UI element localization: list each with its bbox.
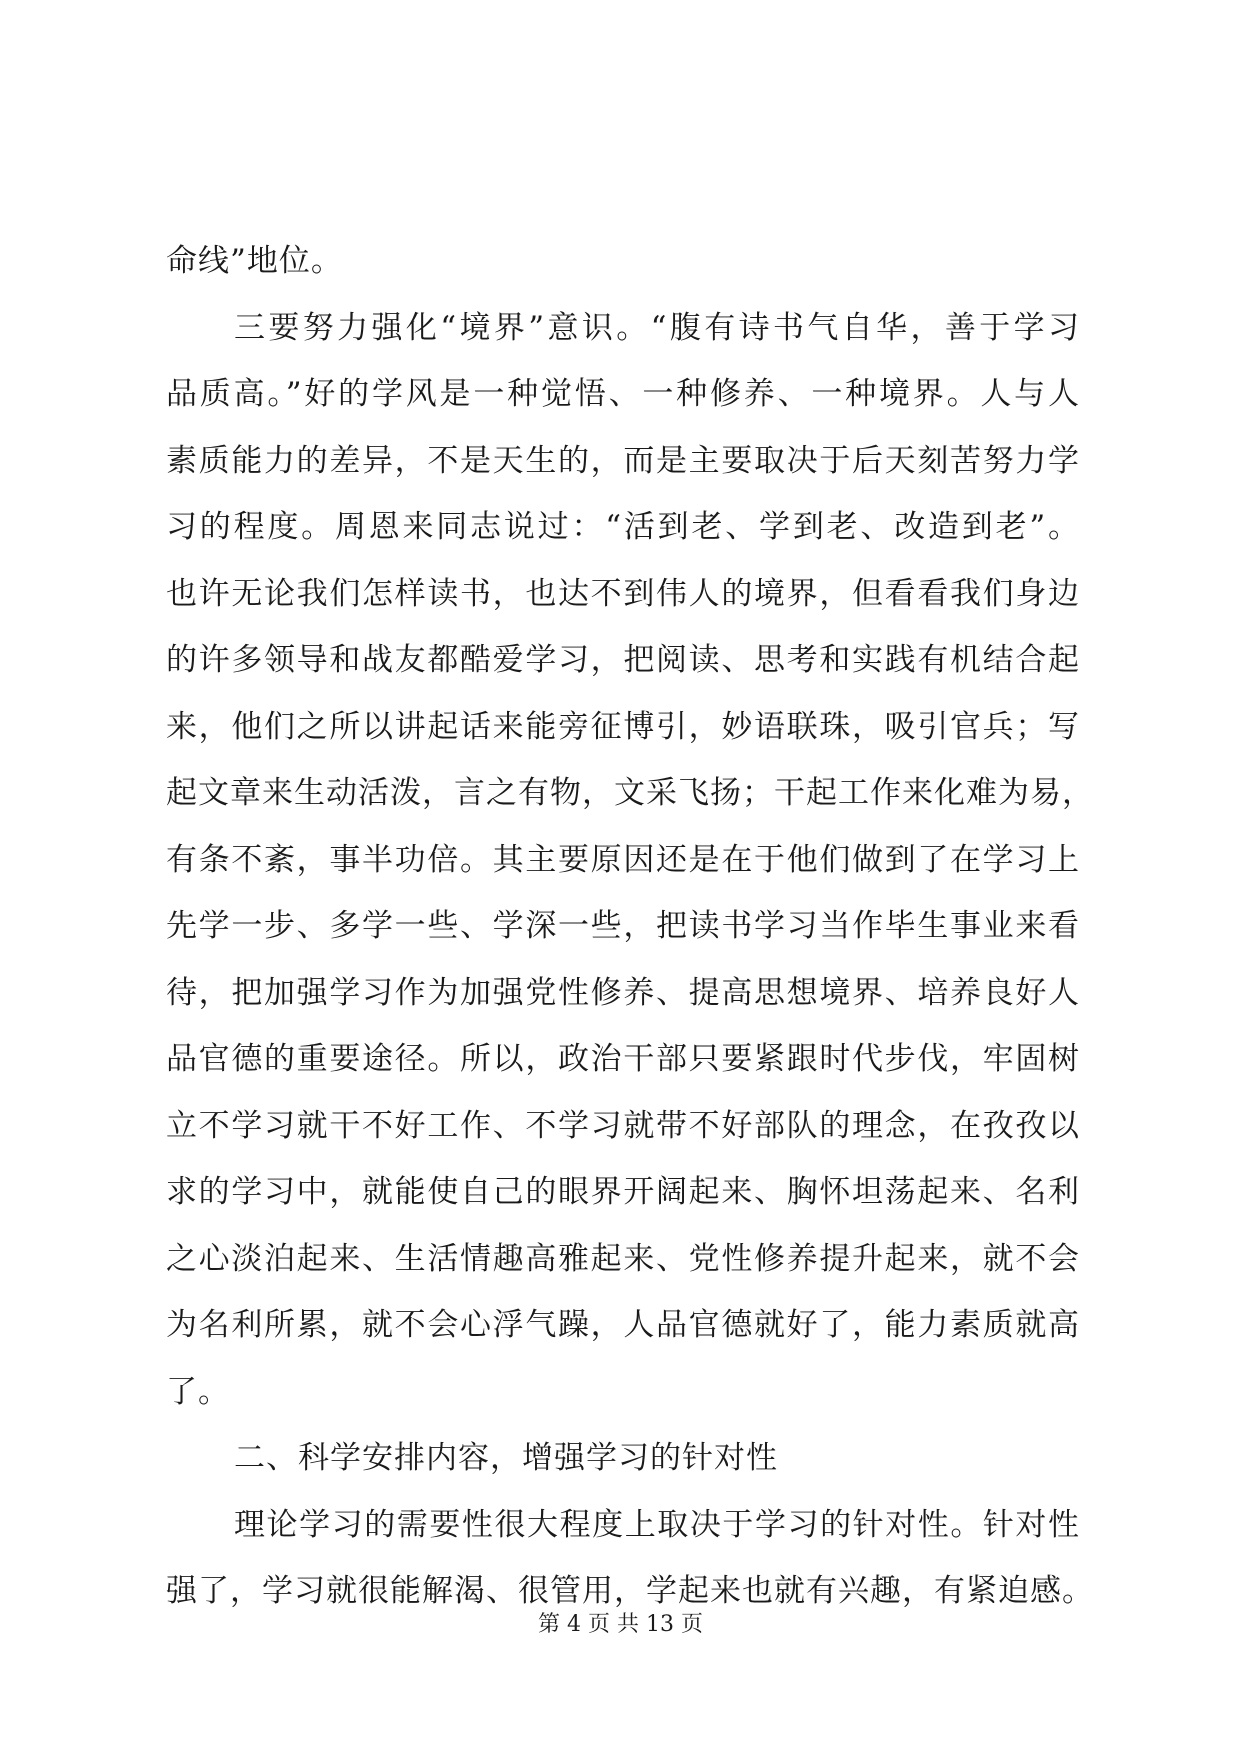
page-footer: 第 4 页 共 13 页 <box>538 1612 703 1637</box>
text-line: 待，把加强学习作为加强党性修养、提高思想境界、培养良好人 <box>166 974 1080 1011</box>
text-line: 命线”地位。 <box>166 243 343 279</box>
text-line: 起文章来生动活泼，言之有物，文采飞扬；干起工作来化难为易， <box>166 775 1094 811</box>
text-line: 二、科学安排内容，增强学习的针对性 <box>234 1440 778 1476</box>
text-line: 习的程度。周恩来同志说过：“活到老、学到老、改造到老”。 <box>166 509 1080 545</box>
text-line: 来，他们之所以讲起话来能旁征博引，妙语联珠，吸引官兵；写 <box>166 708 1080 745</box>
text-line: 有条不紊，事半功倍。其主要原因还是在于他们做到了在学习上 <box>166 841 1080 878</box>
text-line: 为名利所累，就不会心浮气躁，人品官德就好了，能力素质就高 <box>166 1307 1080 1343</box>
text-line: 三要努力强化“境界”意识。“腹有诗书气自华，善于学习 <box>234 309 1080 346</box>
text-line: 立不学习就干不好工作、不学习就带不好部队的理念，在孜孜以 <box>166 1107 1080 1144</box>
text-line: 也许无论我们怎样读书，也达不到伟人的境界，但看看我们身边 <box>166 575 1080 612</box>
text-line: 之心淡泊起来、生活情趣高雅起来、党性修养提升起来，就不会 <box>166 1240 1080 1277</box>
document-body <box>166 228 1094 1625</box>
text-line: 求的学习中，就能使自己的眼界开阔起来、胸怀坦荡起来、名利 <box>166 1174 1080 1210</box>
text-line: 素质能力的差异，不是天生的，而是主要取决于后天刻苦努力学 <box>166 442 1080 479</box>
text-line: 先学一步、多学一些、学深一些，把读书学习当作毕生事业来看 <box>166 908 1080 944</box>
text-line: 强了，学习就很能解渴、很管用，学起来也就有兴趣，有紧迫感。 <box>166 1573 1094 1609</box>
text-line: 了。 <box>166 1373 230 1410</box>
text-line: 的许多领导和战友都酷爱学习，把阅读、思考和实践有机结合起 <box>166 642 1080 678</box>
text-line: 品质高。”好的学风是一种觉悟、一种修养、一种境界。人与人 <box>166 376 1080 412</box>
text-line: 品官德的重要途径。所以，政治干部只要紧跟时代步伐，牢固树 <box>166 1041 1080 1077</box>
text-line: 理论学习的需要性很大程度上取决于学习的针对性。针对性 <box>234 1506 1080 1543</box>
